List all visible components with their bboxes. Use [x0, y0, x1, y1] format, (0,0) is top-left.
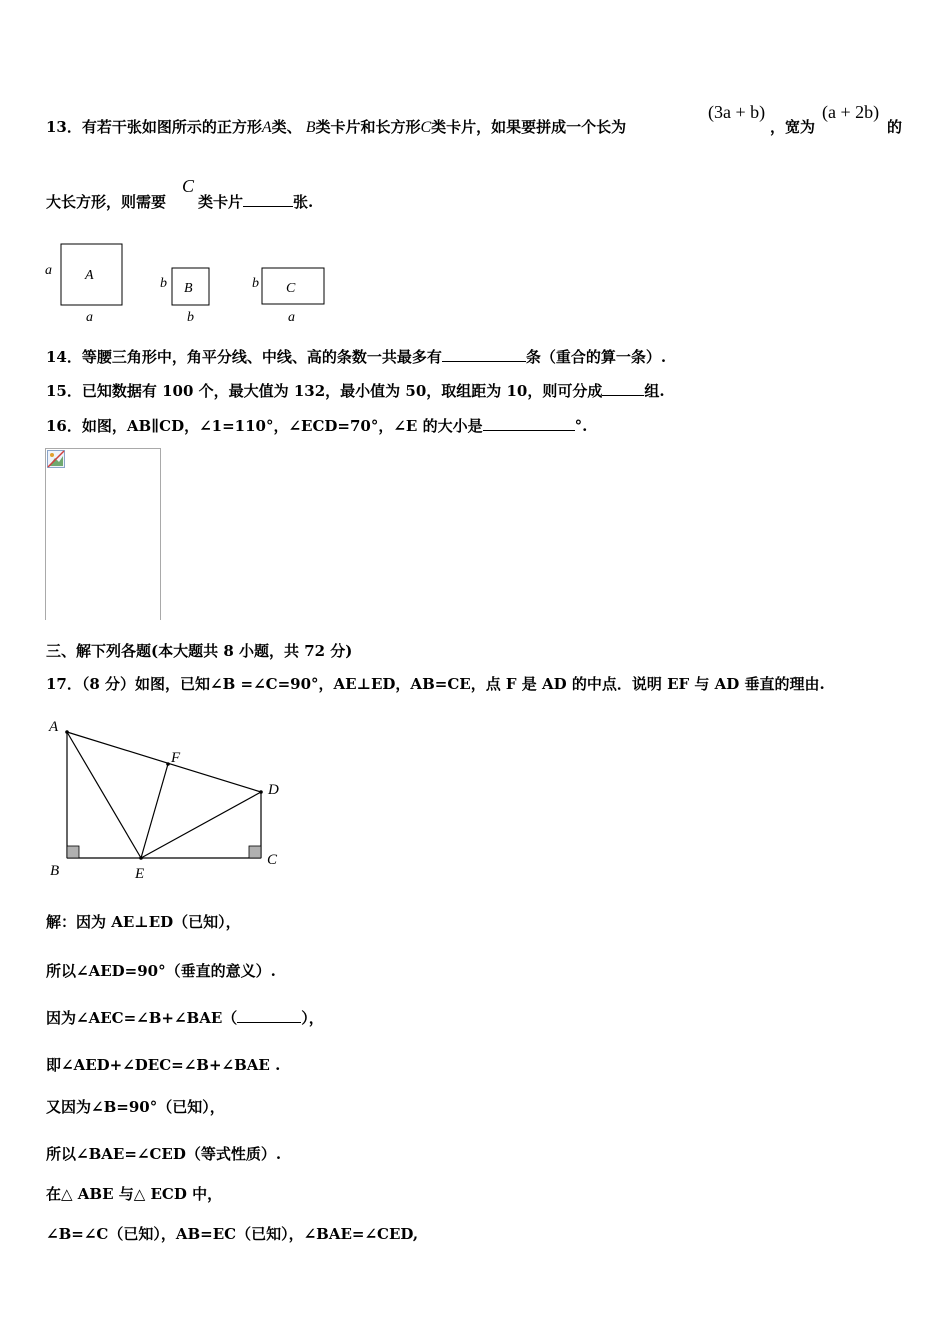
card-b-bottom-label: b [187, 310, 194, 325]
geometry-figure [40, 712, 300, 887]
section-title: 三、解下列各题(本大题共 8 小题，共 72 分) [46, 642, 353, 660]
label-f: F [171, 750, 181, 766]
card-a-side-label: a [45, 263, 52, 278]
q13-line2-end [198, 191, 313, 212]
solution-step-5: 又因为∠B=90°（已知）， [46, 1098, 225, 1116]
q17-text: 17．（8 分）如图，已知∠B =∠C=90°，AE⊥ED，AB=CE，点 F 是 AD 的中点．说明 EF 与 AD 垂直的理由. [46, 675, 825, 693]
answer-blank[interactable] [602, 381, 644, 396]
point-e [139, 856, 143, 860]
label-d: D [268, 782, 279, 798]
card-b-side-label: b [160, 276, 167, 291]
solution-text: 因为∠AEC=∠B+∠BAE（ [46, 1009, 238, 1027]
broken-image-icon [47, 450, 65, 468]
solution-step-8: ∠B=∠C（已知），AB=EC（已知），∠BAE=∠CED, [46, 1225, 419, 1243]
segment-ef [141, 764, 168, 858]
q13-text: 大长方形，则需要 [46, 193, 167, 211]
var-a: A [261, 119, 272, 136]
card-a-bottom-label: a [86, 310, 93, 325]
q13-text: 类卡片 [198, 193, 244, 211]
point-f [166, 762, 170, 766]
label-b: B [50, 863, 60, 879]
right-angle-b [67, 846, 79, 858]
q16-text: 16．如图，AB∥CD，∠1=110°，∠ECD=70°，∠E 的大小是 [46, 417, 483, 435]
point-a [65, 730, 69, 734]
right-angle-c [249, 846, 261, 858]
label-c: C [267, 852, 278, 868]
q13-text: 13．有若干张如图所示的正方形 [46, 118, 262, 136]
var-c: C [182, 176, 195, 196]
q13-line2 [46, 191, 166, 212]
q13-text: 类卡片和长方形 [315, 118, 421, 136]
q13-text: 的 [887, 118, 903, 136]
width-expression: (a + 2b) [822, 102, 880, 122]
card-c-inner-label: C [286, 281, 296, 296]
solution-step-2: 所以∠AED=90°（垂直的意义）. [46, 962, 276, 980]
q14-text: 条（重合的算一条）. [525, 348, 667, 366]
point-d [259, 790, 263, 794]
solution-step-6: 所以∠BAE=∠CED（等式性质）. [46, 1145, 282, 1163]
q14 [46, 346, 666, 367]
card-a-inner-label: A [85, 268, 94, 283]
var-b: B [305, 119, 316, 136]
answer-blank[interactable] [483, 416, 575, 431]
solution-text: ）， [301, 1009, 324, 1027]
q15 [46, 380, 665, 401]
answer-blank[interactable] [237, 1008, 301, 1023]
q15-text: 组. [644, 382, 665, 400]
q16 [46, 415, 587, 436]
card-b-inner-label: B [184, 281, 193, 296]
length-expression: (3a + b) [708, 102, 766, 122]
q16-text: °. [574, 417, 588, 435]
segment-ad [67, 732, 261, 792]
cards-figure [40, 238, 340, 328]
card-c-side-label: b [252, 276, 259, 291]
segment-ed [141, 792, 261, 858]
var-c: C [420, 119, 432, 136]
solution-step-3 [46, 1007, 324, 1028]
q13-text: 类卡片，如果要拼成一个长为 [431, 118, 627, 136]
label-a: A [49, 719, 59, 735]
answer-blank[interactable] [442, 347, 526, 362]
answer-blank[interactable] [243, 192, 293, 207]
q13-text: ，宽为 [770, 118, 816, 136]
solution-step-7: 在△ ABE 与△ ECD 中， [46, 1185, 223, 1203]
q13-line1 [46, 116, 626, 137]
label-e: E [135, 866, 145, 882]
q15-text: 15．已知数据有 100 个，最大值为 132，最小值为 50，取组距为 10，则可分成 [46, 382, 603, 400]
q13-text: 张. [293, 193, 314, 211]
card-c-bottom-label: a [288, 310, 295, 325]
q14-text: 14．等腰三角形中，角平分线、中线、高的条数一共最多有 [46, 348, 442, 366]
broken-image-placeholder [45, 448, 161, 620]
q13-text: 类、 [271, 118, 302, 136]
solution-step-1: 解：因为 AE⊥ED（已知）， [46, 913, 241, 931]
solution-step-4: 即∠AED+∠DEC=∠B+∠BAE . [46, 1056, 281, 1074]
